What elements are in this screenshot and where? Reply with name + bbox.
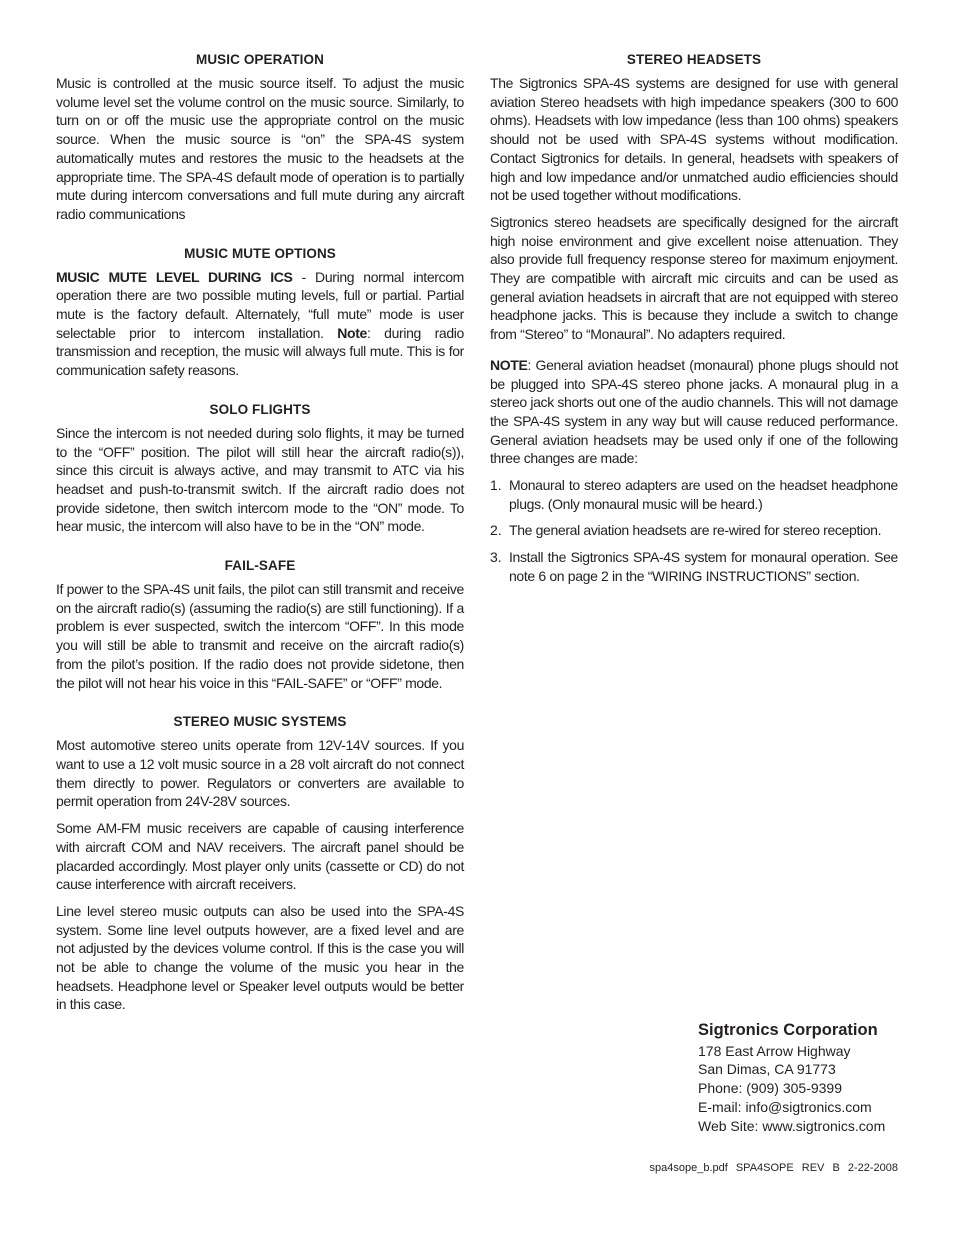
list-item-text: Install the Sigtronics SPA-4S system for monaural operation. See note 6 on page 2 in the “WIRING INSTRUCTIONS” section. [509, 549, 898, 584]
stereo-headsets-heading: STEREO HEADSETS [626, 52, 762, 67]
fail-safe-heading: FAIL-SAFE [224, 558, 296, 574]
music-mute-options-heading: MUSIC MUTE OPTIONS [184, 245, 336, 261]
music-operation-heading: MUSIC OPERATION [195, 52, 324, 67]
stereo-headsets-note [490, 356, 898, 468]
music-mute-level-lead: MUSIC MUTE LEVEL DURING ICS [56, 268, 293, 285]
note-label: Note [337, 324, 367, 341]
list-item-number: 3. [490, 549, 502, 566]
solo-flights-text: Since the intercom is not needed during solo flights, it may be turned to the “OFF” position. The pilot will still hear the aircraft radio(s)), since this circuit is always active, and may transmit to ATC via his headset and push-to-transmit switch. If the aircraft radio does not provide sidetone, then switch intercom mode to the “ON” mode. To hear music, the intercom will also have to be in the “ON” mode. [56, 424, 464, 535]
stereo-headsets-section [490, 52, 898, 586]
company-phone: Phone: (909) 305-9399 [698, 1080, 842, 1097]
music-mute-options-text [56, 268, 464, 380]
document-footer: spa4sope_b.pdf SPA4SOPE REV B 2-22-2008 [649, 1162, 898, 1174]
stereo-music-systems-section [56, 714, 464, 1014]
note-label-upper: NOTE [490, 356, 528, 373]
list-item-number: 2. [490, 522, 502, 539]
list-item [490, 548, 898, 585]
music-mute-options-section [56, 246, 464, 380]
right-column [490, 52, 898, 594]
stereo-music-text-1: Most automotive stereo units operate from 12V-14V sources. If you want to use a 12 volt music source in a 28 volt aircraft do not connect them directly to power. Regulators or converters are available to permit operation from 24V-28V sources. [56, 737, 464, 810]
company-website: Web Site: www.sigtronics.com [698, 1117, 886, 1134]
stereo-music-systems-heading: STEREO MUSIC SYSTEMS [173, 714, 347, 730]
changes-list [490, 476, 898, 586]
stereo-headsets-text-2: Sigtronics stereo headsets are specifically designed for the aircraft high noise environment and give excellent noise attenuation. They also provide full frequency response stereo for maximum enjoyment. They are compatible with aircraft mic circuits and can be used as general aviation headsets in aircraft that are not equipped with stereo headphone jacks. This is because they include a switch to change from “Stereo” to “Monaural”. No adapters required. [490, 213, 898, 343]
list-item-text: Monaural to stereo adapters are used on the headset headphone plugs. (Only monaural music will be heard.) [509, 477, 898, 512]
left-column [56, 52, 464, 1014]
company-name: Sigtronics Corporation [698, 1021, 878, 1039]
stereo-headsets-text-1: The Sigtronics SPA-4S systems are designed for use with general aviation Stereo headsets with high impedance speakers (300 to 600 ohms). Headsets with low impedance (less than 100 ohms) speakers should not be used with SPA-4S systems without modification. Contact Sigtronics for details. In general, headsets with speakers of high and low impedance and/or unmatched audio efficiencies should not be used together without modifications. [490, 75, 898, 204]
fail-safe-text: If power to the SPA-4S unit fails, the pilot can still transmit and receive on the aircraft radio(s) (assuming the radio(s) are still functioning). If a problem is ever suspected, switch the intercom “OFF”. In this mode you will still be able to transmit and receive on the aircraft radio(s) from the pilot’s position. If the radio does not provide sidetone, then the pilot will not hear his voice in this “FAIL-SAFE” or “OFF” mode. [56, 581, 464, 691]
solo-flights-heading: SOLO FLIGHTS [209, 401, 311, 417]
company-email: E-mail: info@sigtronics.com [698, 1098, 872, 1115]
solo-flights-section [56, 402, 464, 536]
music-operation-section [56, 52, 464, 224]
stereo-music-text-2: Some AM-FM music receivers are capable of causing interference with aircraft COM and NAV receivers. The aircraft panel should be placarded accordingly. Most player only units (cassette or CD) do not cause interference with aircraft receivers. [56, 820, 464, 893]
company-address-line-2: San Dimas, CA 91773 [698, 1061, 836, 1078]
music-operation-text: Music is controlled at the music source itself. To adjust the music volume level set the volume control on the music source. Similarly, to turn on or off the music use the appropriate control on the music source. When the music source is “on” the SPA-4S system automatically mutes and restores the music to the headsets at the appropriate time. The SPA-4S default mode of operation is to partially mute during intercom conversations and full mute during any aircraft radio communications [56, 75, 464, 222]
music-mute-body-2: : during radio transmission and reception, the music will always full mute. This is for communication safety reasons. [56, 324, 464, 379]
list-item-number: 1. [490, 477, 502, 494]
list-item-text: The general aviation headsets are re-wired for stereo reception. [509, 522, 882, 539]
stereo-music-text-3: Line level stereo music outputs can also be used into the SPA-4S system. Some line level outputs however, are a fixed level and are not adjusted by the devices volume control. If this is the case you will not be able to change the volume of the music you hear in the headsets. Headphone level or Speaker level outputs would be better in this case. [56, 902, 464, 1013]
music-mute-body-1: - During normal intercom operation there are two possible muting levels, full or partial. Partial mute is the factory default. Alternately, “full mute” mode is user selectable prior to intercom installation. [56, 268, 464, 341]
company-address-line-1: 178 East Arrow Highway [698, 1042, 851, 1059]
list-item [490, 476, 898, 513]
note-body: : General aviation headset (monaural) phone plugs should not be plugged into SPA-4S stereo phone jacks. A monaural plug in a stereo jack shorts out one of the audio channels. This will not damage the SPA-4S system in any way but will cause reduced performance. General aviation headsets may be used only if one of the following three changes are made: [490, 356, 898, 467]
fail-safe-section [56, 558, 464, 692]
list-item [490, 521, 898, 540]
company-contact-block [698, 1021, 928, 1135]
